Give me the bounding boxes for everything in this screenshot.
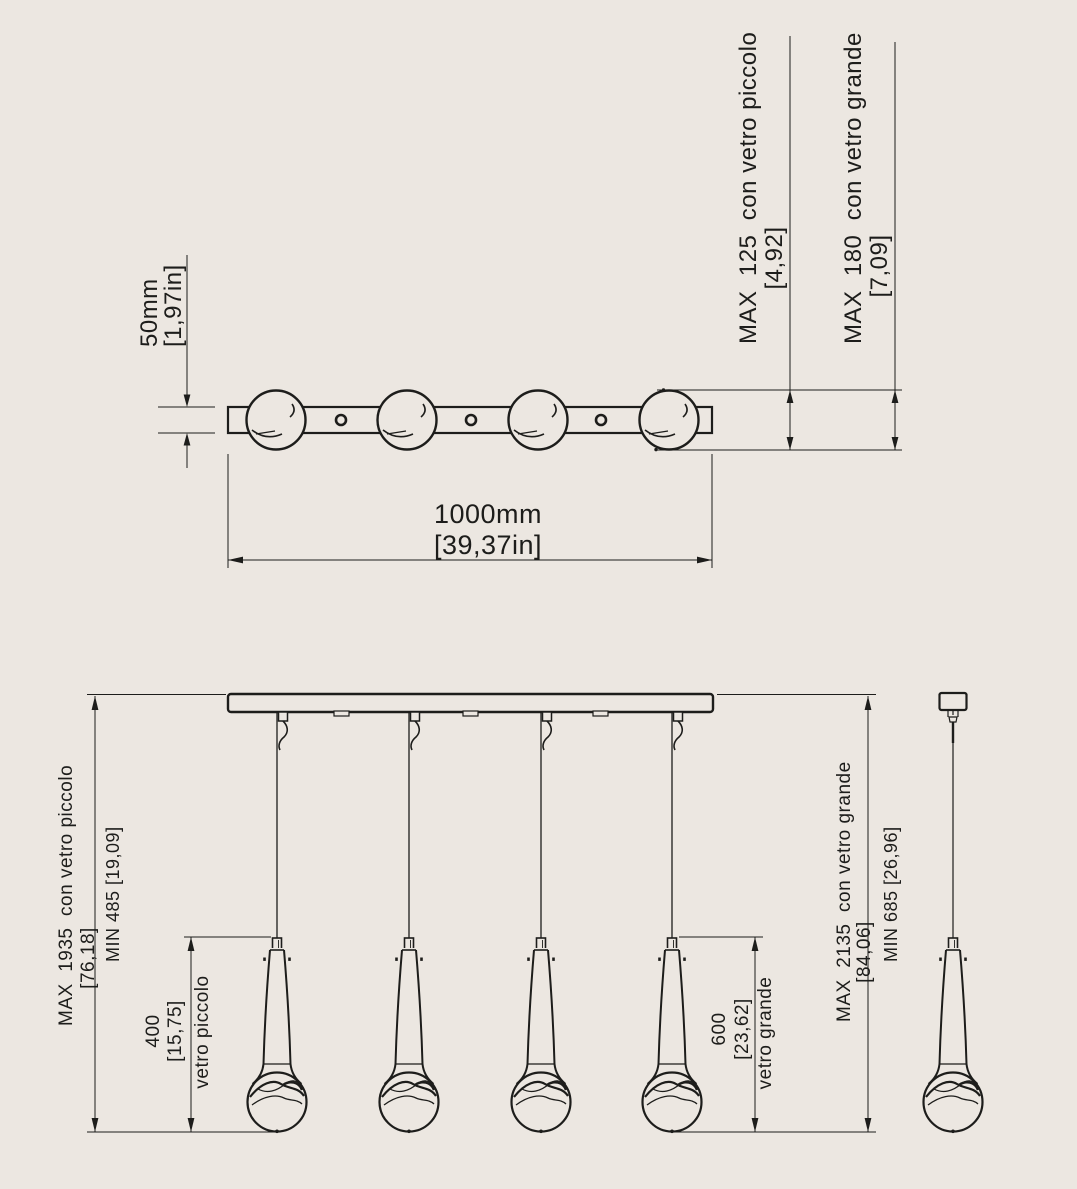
glass-sphere-plan bbox=[378, 391, 437, 450]
dim-label-1000mm-inches: [39,37in] bbox=[433, 530, 543, 560]
dim-label-min685: MIN 685 [26,96] bbox=[881, 826, 901, 962]
dim-label-max1935-inches: [76,18] bbox=[78, 927, 99, 989]
dim-label-vetro-piccolo: vetro piccolo bbox=[192, 975, 213, 1089]
canopy-bar-front bbox=[228, 694, 713, 712]
dim-label-50mm-inches: [1,97in] bbox=[160, 264, 187, 347]
glass-sphere-plan bbox=[640, 391, 699, 450]
canopy-tab bbox=[334, 711, 349, 716]
dim-label-max125-inches: [4,92] bbox=[761, 226, 788, 290]
dim-label-50mm: 50mm bbox=[136, 278, 163, 347]
glass-sphere-plan bbox=[509, 391, 568, 450]
dim-label-400: 400 bbox=[143, 1014, 164, 1048]
glass-sphere-plan bbox=[247, 391, 306, 450]
dim-label-600: 600 bbox=[709, 1012, 730, 1046]
dim-label-600-inches: [23,62] bbox=[732, 998, 753, 1060]
dim-label-400-inches: [15,75] bbox=[165, 1000, 186, 1062]
dim-label-max2135: MAX 2135 con vetro grande bbox=[834, 761, 855, 1022]
dim-label-max180: MAX 180 con vetro grande bbox=[840, 32, 867, 344]
dim-label-min485: MIN 485 [19,09] bbox=[103, 826, 123, 962]
canopy-tab bbox=[593, 711, 608, 716]
dim-label-max125: MAX 125 con vetro piccolo bbox=[735, 31, 762, 344]
dim-label-max180-inches: [7,09] bbox=[866, 234, 893, 298]
dim-label-1000mm: 1000mm bbox=[433, 499, 543, 529]
dim-label-vetro-grande: vetro grande bbox=[755, 976, 776, 1090]
dim-label-max1935: MAX 1935 con vetro piccolo bbox=[56, 764, 77, 1026]
canopy-tab bbox=[463, 711, 478, 716]
dim-label-max2135-inches: [84,06] bbox=[854, 921, 875, 983]
